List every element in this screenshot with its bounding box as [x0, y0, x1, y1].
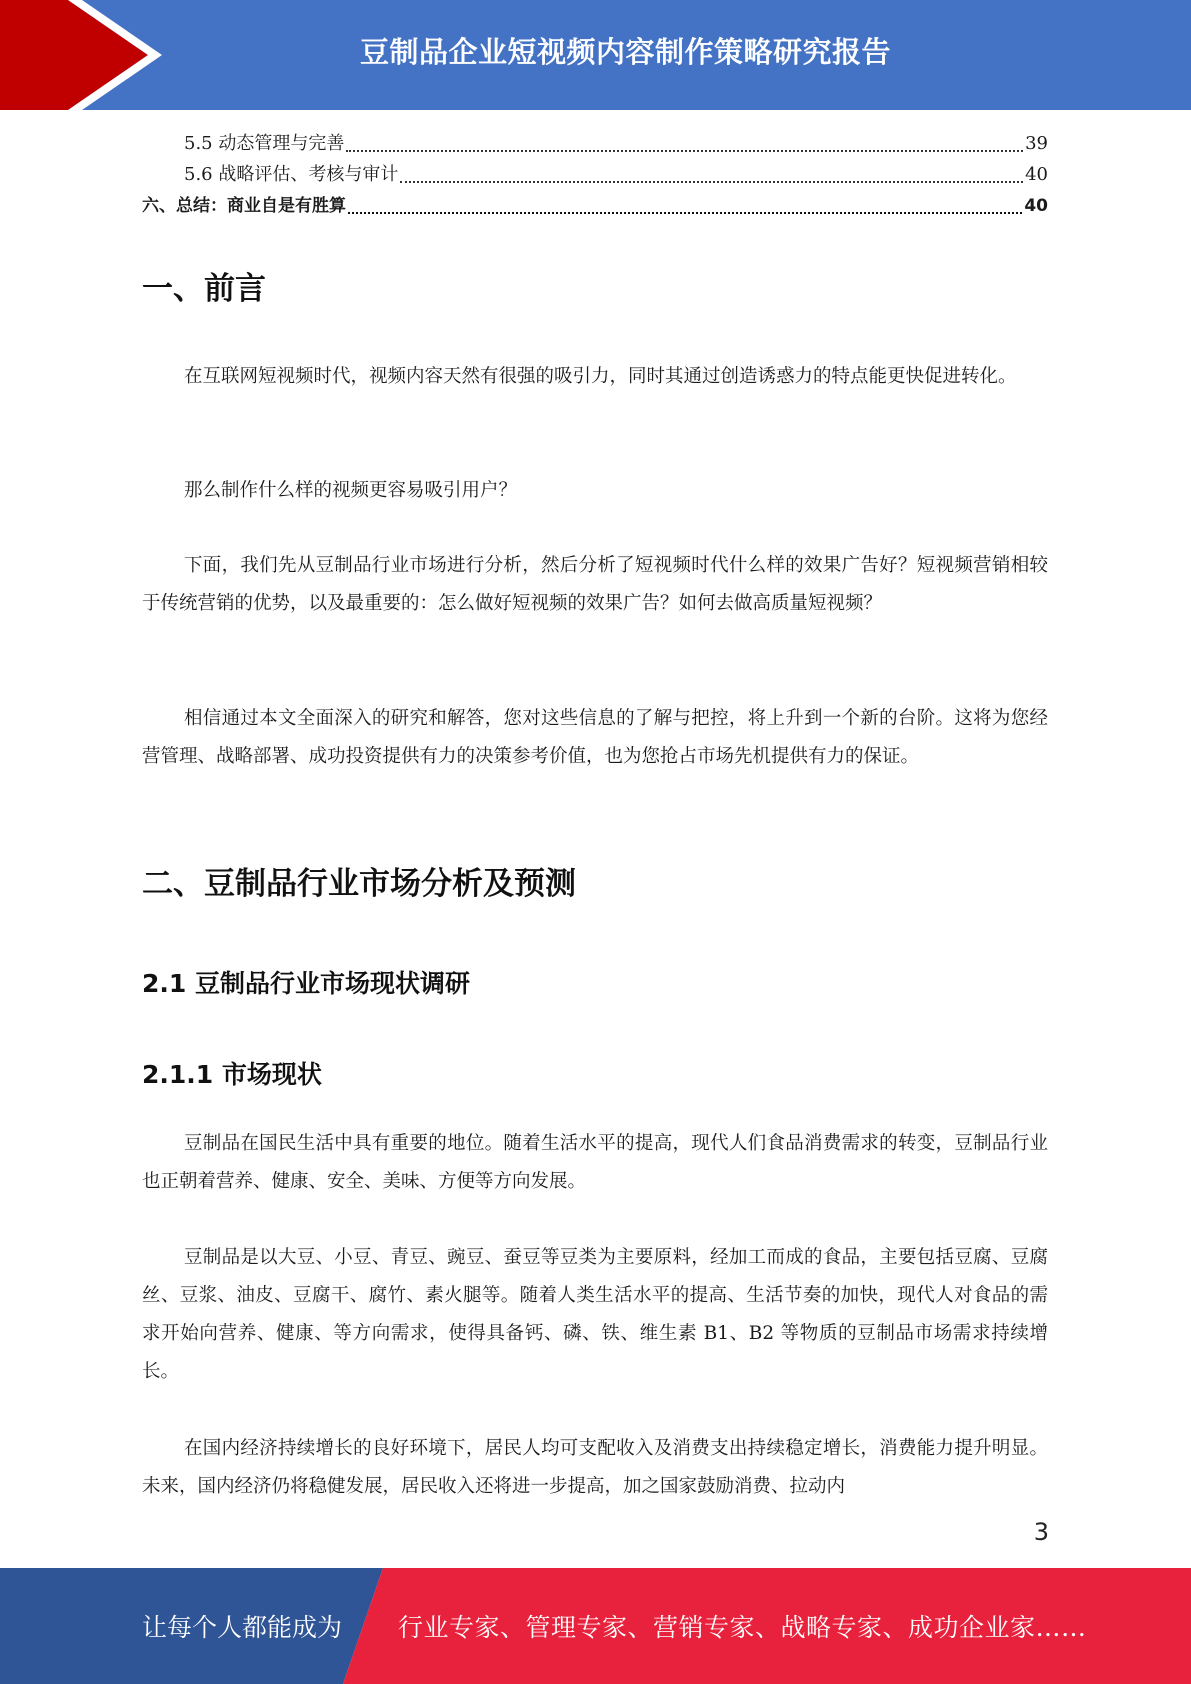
subsection-heading: 2.1 豆制品行业市场现状调研 — [142, 969, 470, 998]
toc-leader-dots — [400, 180, 1023, 183]
toc-entry-page: 40 — [1025, 164, 1048, 185]
toc-leader-dots — [346, 149, 1023, 152]
footer-slogan-right: 行业专家、管理专家、营销专家、战略专家、成功企业家…… — [398, 1613, 1087, 1642]
toc-entry[interactable] — [184, 126, 1048, 156]
paragraph: 豆制品是以大豆、小豆、青豆、豌豆、蚕豆等豆类为主要原料，经加工而成的食品，主要包括豆腐、豆腐丝、豆浆、油皮、豆腐干、腐竹、素火腿等。随着人类生活水平的提高、生活节奏的加快，现代人对食品的需求开始向营养、健康、等方向需求，使得具备钙、磷、铁、维生素 B1、B2 等物质的豆制品市场需求持续增长。 — [142, 1247, 1048, 1382]
toc-entry-label: 5.5 动态管理与完善 — [184, 133, 345, 154]
section-heading-preface: 一、前言 — [142, 271, 266, 307]
paragraph: 相信通过本文全面深入的研究和解答，您对这些信息的了解与把控，将上升到一个新的台阶。这将为您经营管理、战略部署、成功投资提供有力的决策参考价值，也为您抢占市场先机提供有力的保证。 — [142, 708, 1048, 767]
toc-entry-label: 5.6 战略评估、考核与审计 — [184, 164, 399, 185]
subsection-heading: 2.1.1 市场现状 — [142, 1060, 322, 1089]
section-heading-market-analysis: 二、豆制品行业市场分析及预测 — [142, 866, 576, 902]
toc-entry-page: 39 — [1025, 133, 1048, 154]
footer-slogan-left: 让每个人都能成为 — [142, 1613, 343, 1642]
paragraph: 豆制品在国民生活中具有重要的地位。随着生活水平的提高，现代人们食品消费需求的转变，豆制品行业也正朝着营养、健康、安全、美味、方便等方向发展。 — [142, 1133, 1048, 1192]
paragraph: 在互联网短视频时代，视频内容天然有很强的吸引力，同时其通过创造诱惑力的特点能更快促进转化。 — [184, 366, 1017, 387]
report-title: 豆制品企业短视频内容制作策略研究报告 — [359, 34, 891, 69]
header-banner — [0, 0, 1191, 110]
paragraph: 在国内经济持续增长的良好环境下，居民人均可支配收入及消费支出持续稳定增长，消费能力提升明显。未来，国内经济仍将稳健发展，居民收入还将进一步提高，加之国家鼓励消费、拉动内 — [142, 1438, 1048, 1497]
toc-entry[interactable] — [184, 157, 1048, 187]
paragraph: 那么制作什么样的视频更容易吸引用户？ — [184, 480, 518, 501]
paragraph: 下面，我们先从豆制品行业市场进行分析，然后分析了短视频时代什么样的效果广告好？短视频营销相较于传统营销的优势，以及最重要的：怎么做好短视频的效果广告？如何去做高质量短视频？ — [142, 555, 1048, 614]
page-number: 3 — [1033, 1518, 1049, 1546]
toc-entry-label: 六、总结：商业自是有胜算 — [142, 196, 346, 216]
toc-entry-page: 40 — [1024, 196, 1048, 216]
footer-banner — [0, 1568, 1191, 1684]
toc-entry[interactable] — [142, 188, 1048, 218]
toc-leader-dots — [348, 211, 1022, 214]
